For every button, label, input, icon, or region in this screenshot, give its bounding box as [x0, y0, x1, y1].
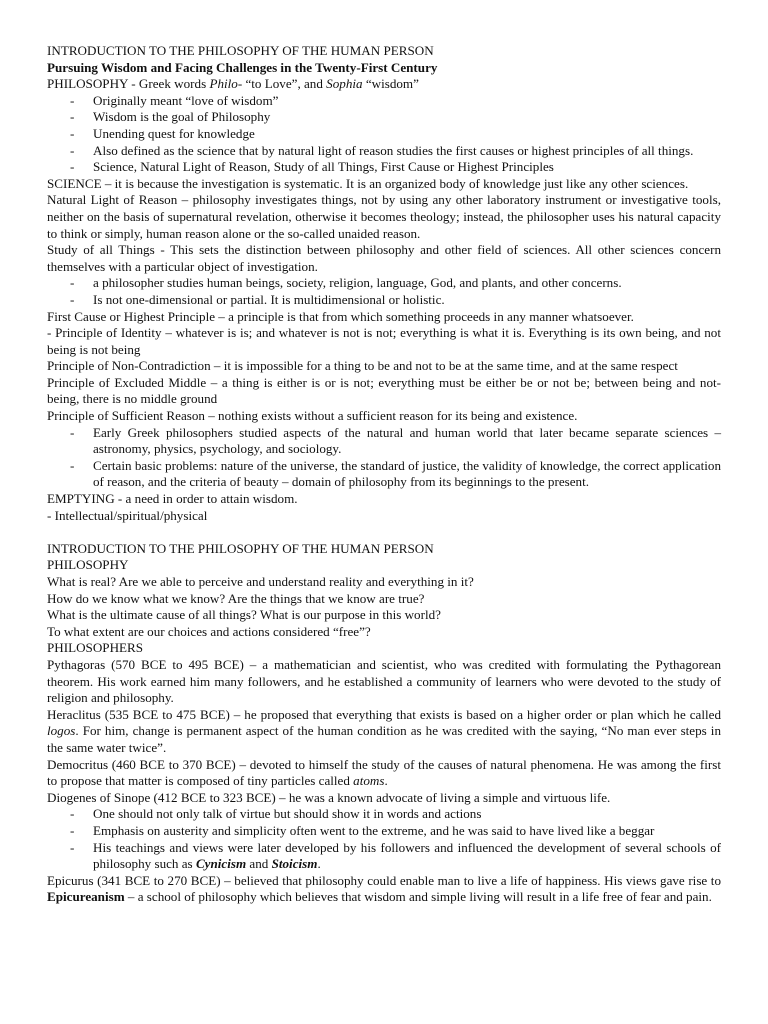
- first-cause-paragraph: First Cause or Highest Principle – a principle is that from which something proceeds in any manner whatsoever.: [47, 308, 634, 324]
- principle-identity: - Principle of Identity – whatever is is; and whatever is not is not; everything is what it is. Everything is its own being, and not being is not being: [47, 325, 721, 357]
- philosophy-def-text: - Greek words: [128, 76, 210, 92]
- list-item: - Science, Natural Light of Reason, Study of all Things, First Cause or Highest Principles: [47, 159, 721, 176]
- section-1-subtitle: Pursuing Wisdom and Facing Challenges in the Twenty-First Century: [47, 59, 438, 75]
- question: To what extent are our choices and actions considered “free”?: [47, 623, 371, 639]
- diogenes-paragraph: Diogenes of Sinope (412 BCE to 323 BCE) – he was a known advocate of living a simple and virtuous life.: [47, 789, 611, 805]
- science-paragraph: SCIENCE – it is because the investigation is systematic. It is an organized body of knowledge just like any other sciences.: [47, 175, 689, 191]
- democritus-text: Democritus (460 BCE to 370 BCE) – devoted to himself the study of the causes of natural phenomena. He was among the first to propose that matter is composed of tiny particles called: [47, 756, 721, 789]
- heraclitus-text: . For him, change is permanent aspect of the human condition as he was credited with the saying, “No man ever steps in the same water twice”.: [47, 723, 721, 755]
- sophia-word: Sophia: [326, 76, 363, 92]
- list-item: - Originally meant “love of wisdom”: [47, 93, 721, 110]
- philosophy-heading: PHILOSOPHY: [47, 557, 129, 573]
- question: What is real? Are we able to perceive and understand reality and everything in it?: [47, 574, 474, 589]
- heraclitus-paragraph: [47, 707, 721, 757]
- greek-philosophers-list: [47, 425, 721, 491]
- list-item: - Unending quest for knowledge: [47, 126, 721, 143]
- list-item: - Wisdom is the goal of Philosophy: [47, 109, 721, 126]
- epicurus-text: – a school of philosophy which believes that wisdom and simple living will result in a life free of fear and pain.: [124, 889, 712, 905]
- democritus-text: .: [384, 773, 388, 789]
- philosophy-list: [47, 93, 721, 176]
- list-item: - Also defined as the science that by natural light of reason studies the first causes or highest principles of all things.: [47, 143, 721, 160]
- philosophy-definition: [47, 76, 721, 93]
- document: [47, 43, 721, 906]
- section-2-title: INTRODUCTION TO THE PHILOSOPHY OF THE HUMAN PERSON: [47, 540, 434, 556]
- stoicism-term: Stoicism: [271, 856, 318, 872]
- question: How do we know what we know? Are the things that we know are true?: [47, 590, 425, 606]
- cynicism-term: Cynicism: [195, 856, 247, 872]
- emptying-sub: - Intellectual/spiritual/physical: [47, 507, 208, 523]
- logos-term: logos: [47, 723, 76, 739]
- natural-light-paragraph: Natural Light of Reason – philosophy investigates things, not by using any other laboratory instrument or investigative tools, neither on the basis of supernatural revelation, otherwise it becomes theology; instead, the philosopher uses his natural capacity to think or simply, human reason alone or the so-called unaided reason.: [47, 192, 721, 241]
- principle-non-contradiction: Principle of Non-Contradiction – it is impossible for a thing to be and not to be at the same time, and at the same respect: [47, 358, 678, 374]
- philosophy-def-text: “to Love”, and: [242, 76, 327, 92]
- principle-sufficient-reason: Principle of Sufficient Reason – nothing exists without a sufficient reason for its being and existence.: [47, 408, 578, 424]
- study-all-things-paragraph: Study of all Things - This sets the distinction between philosophy and other field of sciences. All other sciences concern themselves with a particular object of investigation.: [47, 242, 721, 274]
- list-item: - Is not one-dimensional or partial. It is multidimensional or holistic.: [47, 292, 721, 309]
- list-item: - Certain basic problems: nature of the universe, the standard of justice, the validity of knowledge, the correct application of reason, and the criteria of beauty – domain of philosophy from its beginnings to the present.: [47, 458, 721, 491]
- diogenes-list: [47, 806, 721, 872]
- epicureanism-term: Epicureanism: [47, 889, 125, 905]
- section-gap: [47, 524, 721, 541]
- epicurus-paragraph: [47, 873, 721, 906]
- section-1-title: INTRODUCTION TO THE PHILOSOPHY OF THE HUMAN PERSON: [47, 43, 434, 58]
- diogenes-last-text: and: [246, 856, 272, 872]
- philosophy-term: PHILOSOPHY: [47, 76, 128, 92]
- question: What is the ultimate cause of all things? What is our purpose in this world?: [47, 607, 441, 623]
- list-item: - Early Greek philosophers studied aspects of the natural and human world that later became separate sciences – astronomy, physics, psychology, and sociology.: [47, 425, 721, 458]
- democritus-paragraph: [47, 757, 721, 790]
- atoms-term: atoms: [353, 773, 385, 789]
- philosophers-heading: PHILOSOPHERS: [47, 640, 144, 656]
- study-all-things-list: [47, 275, 721, 308]
- heraclitus-text: Heraclitus (535 BCE to 475 BCE) – he proposed that everything that exists is based on a higher order or plan which he called: [47, 706, 721, 722]
- list-item: - Emphasis on austerity and simplicity often went to the extreme, and he was said to have lived like a beggar: [47, 823, 721, 840]
- emptying-paragraph: EMPTYING - a need in order to attain wisdom.: [47, 491, 298, 507]
- list-item: - One should not only talk of virtue but should show it in words and actions: [47, 806, 721, 823]
- epicurus-text: Epicurus (341 BCE to 270 BCE) – believed that philosophy could enable man to live a life of happiness. His views gave rise to: [47, 872, 721, 888]
- pythagoras-paragraph: Pythagoras (570 BCE to 495 BCE) – a mathematician and scientist, who was credited with formulating the Pythagorean theorem. His work earned him many followers, and he established a community of learners who were devoted to the study of religion and philosophy.: [47, 656, 721, 706]
- philo-word: Philo-: [209, 76, 243, 92]
- list-item: [47, 840, 721, 873]
- philosophy-def-text: “wisdom”: [362, 76, 419, 92]
- diogenes-last-text: His teachings and views were later developed by his followers and influenced the development of several schools of philosophy such as: [93, 839, 721, 872]
- diogenes-last-text: .: [317, 856, 321, 872]
- list-item: - a philosopher studies human beings, society, religion, language, God, and plants, and other concerns.: [47, 275, 721, 292]
- principle-excluded-middle: Principle of Excluded Middle – a thing is either is or is not; everything must be either be or not be; between being and not-being, there is no middle ground: [47, 374, 721, 407]
